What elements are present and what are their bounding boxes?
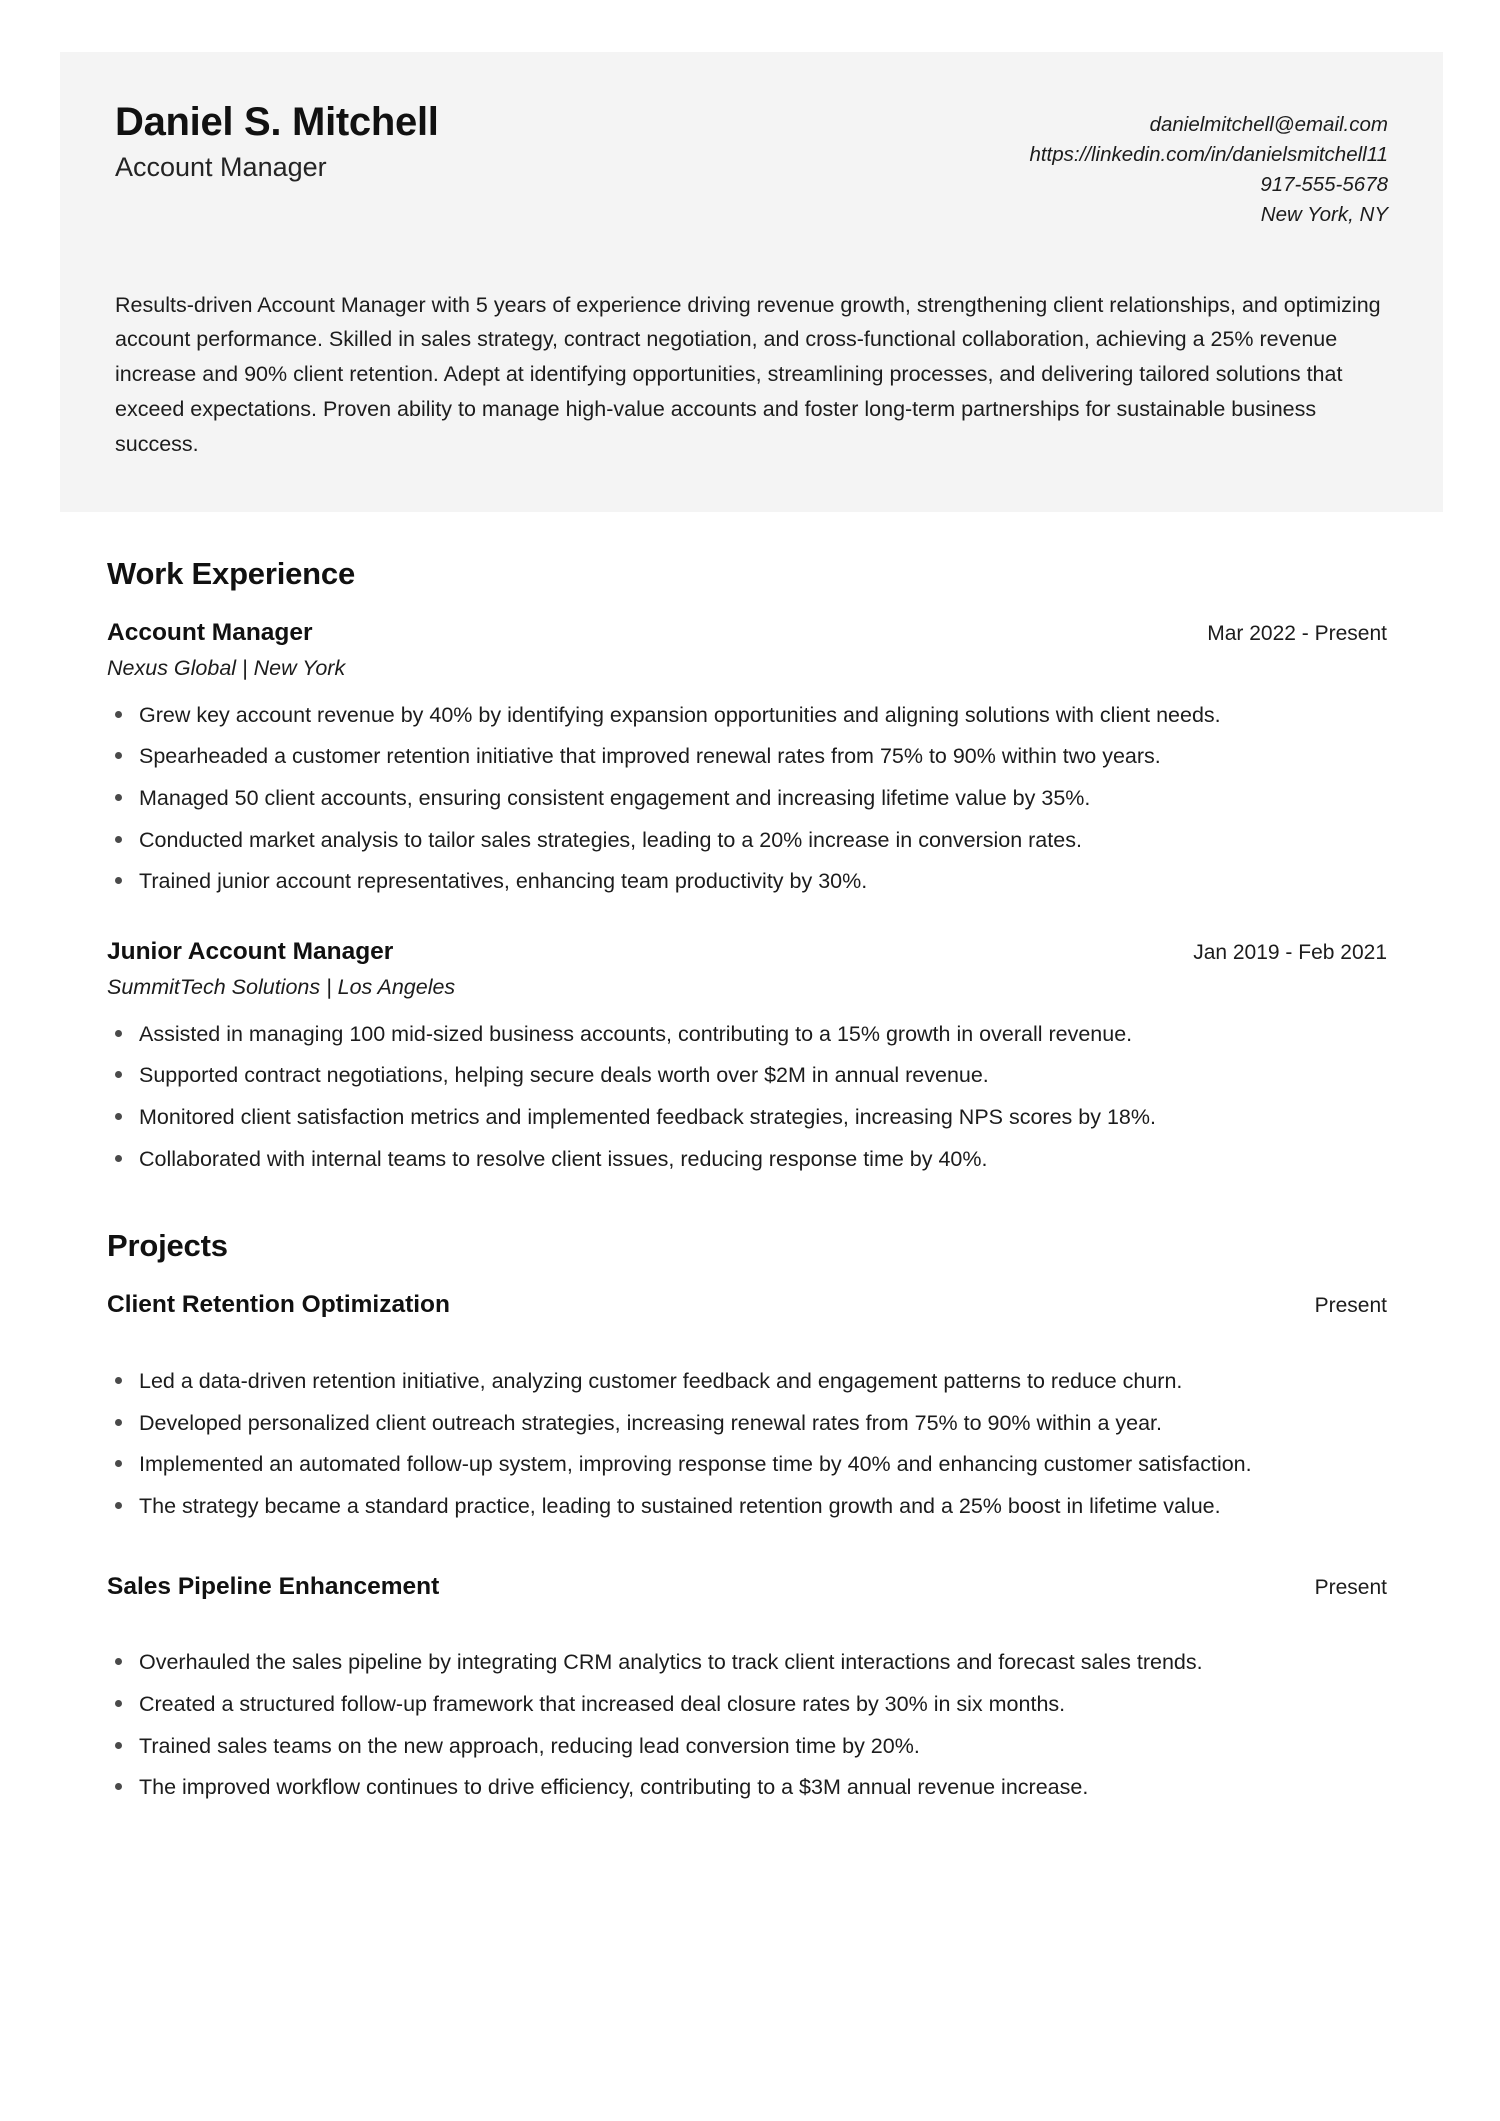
bullet-item: Developed personalized client outreach strategies, increasing renewal rates from 75% to 90% within a year. — [107, 1407, 1387, 1440]
work-entry-date: Mar 2022 - Present — [1207, 622, 1387, 645]
bullet-item: Managed 50 client accounts, ensuring consistent engagement and increasing lifetime value by 35%. — [107, 782, 1387, 815]
bullet-item: Created a structured follow-up framework that increased deal closure rates by 30% in six months. — [107, 1688, 1387, 1721]
bullet-item: Spearheaded a customer retention initiative that improved renewal rates from 75% to 90% within two years. — [107, 740, 1387, 773]
candidate-job-title: Account Manager — [115, 151, 327, 182]
work-entry-date: Jan 2019 - Feb 2021 — [1193, 941, 1387, 965]
project-entry-head — [107, 1290, 1387, 1321]
project-entry-title: Client Retention Optimization — [107, 1291, 450, 1319]
work-entry-bullets — [107, 1018, 1387, 1176]
spacer — [107, 907, 1387, 937]
project-entry-date: Present — [1314, 1575, 1387, 1599]
spacer — [107, 1602, 1387, 1630]
work-entry — [107, 937, 1387, 1175]
project-entry-head — [107, 1572, 1387, 1603]
identity-block — [115, 100, 439, 185]
candidate-name: Daniel S. Mitchell — [115, 100, 439, 144]
section-heading-projects: Projects — [107, 1228, 228, 1264]
project-entry — [107, 1290, 1387, 1522]
bullet-item: Monitored client satisfaction metrics and implemented feedback strategies, increasing NPS scores by 18%. — [107, 1101, 1387, 1134]
section-heading-work-experience: Work Experience — [107, 556, 355, 591]
work-entry-head — [107, 618, 1387, 649]
bullet-item: Supported contract negotiations, helping secure deals worth over $2M in annual revenue. — [107, 1059, 1387, 1092]
bullet-item: Collaborated with internal teams to resolve client issues, reducing response time by 40%. — [107, 1143, 1387, 1176]
bullet-item: Grew key account revenue by 40% by identifying expansion opportunities and aligning solutions with client needs. — [107, 699, 1387, 732]
professional-summary: Results-driven Account Manager with 5 years of experience driving revenue growth, strengthening client relationships, and optimizing account performance. Skilled in sales strategy, contract negotiation, and cross-functional collaboration, achieving a 25% revenue increase and 90% client retention. Adept at identifying opportunities, streamlining processes, and delivering tailored solutions that exceed expectations. Proven ability to manage high-value accounts and foster long-term partnerships for sustainable business success. — [115, 292, 1381, 456]
work-entry — [107, 618, 1387, 898]
header-top-row — [115, 100, 1388, 231]
contact-info-block — [1029, 100, 1388, 231]
contact-location: New York, NY — [1260, 203, 1388, 227]
bullet-item: Trained sales teams on the new approach, reducing lead conversion time by 20%. — [107, 1730, 1387, 1763]
project-entry-date: Present — [1314, 1294, 1387, 1318]
bullet-item: The improved workflow continues to drive efficiency, contributing to a $3M annual revenue increase. — [107, 1771, 1387, 1804]
resume-header-band — [60, 52, 1443, 512]
project-entry-bullets — [107, 1365, 1387, 1523]
work-entry-company: Nexus Global | New York — [107, 655, 346, 680]
contact-email[interactable]: danielmitchell@email.com — [1149, 113, 1388, 136]
bullet-item: Assisted in managing 100 mid-sized business accounts, contributing to a 15% growth in overall revenue. — [107, 1018, 1387, 1051]
work-entry-bullets — [107, 699, 1387, 898]
spacer — [107, 1532, 1387, 1572]
bullet-item: Trained junior account representatives, enhancing team productivity by 30%. — [107, 865, 1387, 898]
resume-body — [107, 556, 1387, 1813]
project-entry-bullets — [107, 1646, 1387, 1804]
section-work-experience — [107, 556, 1387, 1175]
contact-linkedin-url[interactable]: https://linkedin.com/in/danielsmitchell11 — [1029, 143, 1388, 167]
work-entry-title: Account Manager — [107, 619, 313, 646]
spacer — [107, 1321, 1387, 1349]
contact-phone[interactable]: 917-555-5678 — [1260, 173, 1388, 197]
bullet-item: Implemented an automated follow-up system, improving response time by 40% and enhancing customer satisfaction. — [107, 1448, 1387, 1481]
bullet-item: Conducted market analysis to tailor sales strategies, leading to a 20% increase in conversion rates. — [107, 824, 1387, 857]
bullet-item: Overhauled the sales pipeline by integrating CRM analytics to track client interactions and forecast sales trends. — [107, 1646, 1387, 1679]
project-entry-title: Sales Pipeline Enhancement — [107, 1572, 440, 1600]
section-projects — [107, 1228, 1387, 1804]
work-entry-company: SummitTech Solutions | Los Angeles — [107, 974, 456, 999]
work-entry-head — [107, 937, 1387, 968]
spacer — [107, 1184, 1387, 1228]
work-entry-title: Junior Account Manager — [107, 938, 394, 966]
project-entry — [107, 1572, 1387, 1804]
bullet-item: The strategy became a standard practice, leading to sustained retention growth and a 25% boost in lifetime value. — [107, 1490, 1387, 1523]
bullet-item: Led a data-driven retention initiative, analyzing customer feedback and engagement patterns to reduce churn. — [107, 1365, 1387, 1398]
